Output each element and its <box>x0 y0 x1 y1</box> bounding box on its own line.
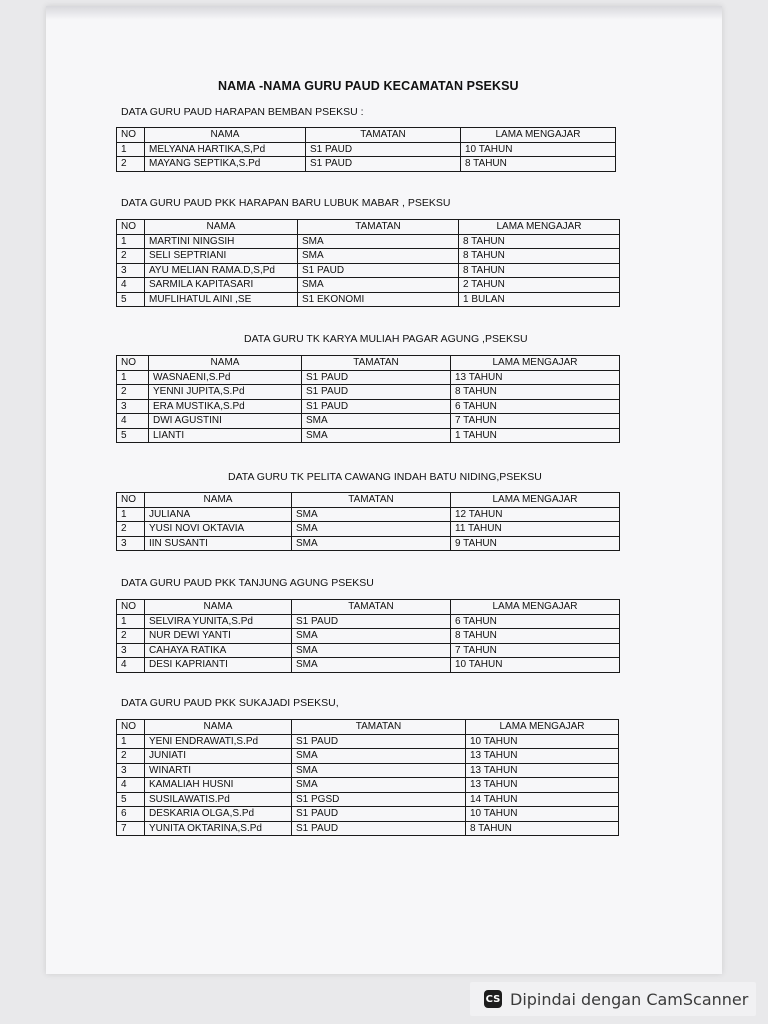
camscanner-watermark <box>470 982 756 1016</box>
cell-tamatan: SMA <box>298 249 459 264</box>
cell-nama: YENI ENDRAWATI,S.Pd <box>145 734 292 749</box>
cell-nama: NUR DEWI YANTI <box>145 629 292 644</box>
cell-lama-mengajar: 7 TAHUN <box>451 643 620 658</box>
header-nama: NAMA <box>145 220 298 235</box>
scan-shadow <box>46 6 722 20</box>
cell-no: 6 <box>117 807 145 822</box>
table-row <box>117 658 620 673</box>
header-no: NO <box>117 356 149 371</box>
teacher-table <box>116 219 620 307</box>
cell-no: 4 <box>117 278 145 293</box>
header-tamatan: TAMATAN <box>292 600 451 615</box>
table-row <box>117 234 620 249</box>
cell-nama: YENNI JUPITA,S.Pd <box>149 385 302 400</box>
header-no: NO <box>117 720 145 735</box>
cell-no: 3 <box>117 399 149 414</box>
cell-tamatan: S1 PAUD <box>292 614 451 629</box>
cell-lama-mengajar: 8 TAHUN <box>461 157 616 172</box>
cell-tamatan: S1 PAUD <box>292 807 466 822</box>
cell-nama: JULIANA <box>145 507 292 522</box>
table-row <box>117 821 619 836</box>
cell-lama-mengajar: 6 TAHUN <box>451 614 620 629</box>
table-row <box>117 614 620 629</box>
cell-lama-mengajar: 14 TAHUN <box>466 792 619 807</box>
cell-tamatan: S1 PAUD <box>292 734 466 749</box>
table-header-row <box>117 720 619 735</box>
section-title: DATA GURU TK KARYA MULIAH PAGAR AGUNG ,PSEKSU <box>244 333 528 345</box>
cell-nama: JUNIATI <box>145 749 292 764</box>
table-header-row <box>117 493 620 508</box>
cell-no: 3 <box>117 643 145 658</box>
table-header-row <box>117 600 620 615</box>
cell-no: 3 <box>117 536 145 551</box>
cell-nama: IIN SUSANTI <box>145 536 292 551</box>
cell-lama-mengajar: 12 TAHUN <box>451 507 620 522</box>
cell-lama-mengajar: 8 TAHUN <box>451 385 620 400</box>
cell-tamatan: SMA <box>292 658 451 673</box>
header-nama: NAMA <box>145 493 292 508</box>
section-title: DATA GURU TK PELITA CAWANG INDAH BATU NIDING,PSEKSU <box>228 471 542 483</box>
cell-no: 1 <box>117 614 145 629</box>
table-row <box>117 763 619 778</box>
header-tamatan: TAMATAN <box>292 720 466 735</box>
header-lama-mengajar: LAMA MENGAJAR <box>466 720 619 735</box>
cell-tamatan: SMA <box>292 763 466 778</box>
teacher-table <box>116 599 620 673</box>
section-title: DATA GURU PAUD HARAPAN BEMBAN PSEKSU : <box>121 106 364 118</box>
teacher-table <box>116 355 620 443</box>
table-row <box>117 292 620 307</box>
table-row <box>117 370 620 385</box>
teacher-table <box>116 492 620 551</box>
cell-no: 5 <box>117 292 145 307</box>
cell-tamatan: SMA <box>292 643 451 658</box>
table-row <box>117 399 620 414</box>
cell-no: 2 <box>117 385 149 400</box>
table-header-row <box>117 356 620 371</box>
cell-tamatan: S1 PAUD <box>302 399 451 414</box>
cell-tamatan: SMA <box>298 234 459 249</box>
teacher-table <box>116 127 616 172</box>
cell-nama: YUSI NOVI OKTAVIA <box>145 522 292 537</box>
cell-nama: MELYANA HARTIKA,S,Pd <box>145 142 306 157</box>
table-row <box>117 522 620 537</box>
table-row <box>117 263 620 278</box>
cell-lama-mengajar: 11 TAHUN <box>451 522 620 537</box>
cell-no: 7 <box>117 821 145 836</box>
cell-nama: SARMILA KAPITASARI <box>145 278 298 293</box>
cell-lama-mengajar: 1 BULAN <box>459 292 620 307</box>
cell-tamatan: S1 PAUD <box>306 157 461 172</box>
header-tamatan: TAMATAN <box>298 220 459 235</box>
table-row <box>117 142 616 157</box>
cell-no: 5 <box>117 428 149 443</box>
cell-tamatan: S1 PAUD <box>302 385 451 400</box>
cell-lama-mengajar: 10 TAHUN <box>451 658 620 673</box>
header-no: NO <box>117 220 145 235</box>
watermark-text: Dipindai dengan CamScanner <box>510 989 749 1009</box>
cell-lama-mengajar: 13 TAHUN <box>466 749 619 764</box>
cell-tamatan: SMA <box>292 629 451 644</box>
cell-lama-mengajar: 13 TAHUN <box>466 763 619 778</box>
table-header-row <box>117 128 616 143</box>
cell-tamatan: S1 PGSD <box>292 792 466 807</box>
cell-no: 4 <box>117 414 149 429</box>
cell-no: 1 <box>117 734 145 749</box>
table-row <box>117 507 620 522</box>
cell-lama-mengajar: 8 TAHUN <box>459 249 620 264</box>
section-title: DATA GURU PAUD PKK TANJUNG AGUNG PSEKSU <box>121 577 374 589</box>
cell-no: 5 <box>117 792 145 807</box>
cell-no: 1 <box>117 507 145 522</box>
table-row <box>117 385 620 400</box>
cell-no: 4 <box>117 778 145 793</box>
cell-nama: SUSILAWATIS.Pd <box>145 792 292 807</box>
cell-tamatan: SMA <box>302 414 451 429</box>
cell-lama-mengajar: 6 TAHUN <box>451 399 620 414</box>
cell-lama-mengajar: 7 TAHUN <box>451 414 620 429</box>
cell-nama: ERA MUSTIKA,S.Pd <box>149 399 302 414</box>
section-title: DATA GURU PAUD PKK HARAPAN BARU LUBUK MABAR , PSEKSU <box>121 197 451 209</box>
cell-no: 2 <box>117 157 145 172</box>
cell-no: 1 <box>117 234 145 249</box>
cell-no: 2 <box>117 749 145 764</box>
cell-no: 1 <box>117 370 149 385</box>
cell-tamatan: S1 PAUD <box>298 263 459 278</box>
cell-nama: MAYANG SEPTIKA,S.Pd <box>145 157 306 172</box>
cell-no: 4 <box>117 658 145 673</box>
cell-nama: SELVIRA YUNITA,S.Pd <box>145 614 292 629</box>
cell-nama: CAHAYA RATIKA <box>145 643 292 658</box>
cell-lama-mengajar: 10 TAHUN <box>466 807 619 822</box>
cell-tamatan: SMA <box>292 778 466 793</box>
cell-nama: YUNITA OKTARINA,S.Pd <box>145 821 292 836</box>
cell-no: 1 <box>117 142 145 157</box>
table-row <box>117 807 619 822</box>
cell-no: 3 <box>117 763 145 778</box>
cell-no: 2 <box>117 522 145 537</box>
cell-lama-mengajar: 9 TAHUN <box>451 536 620 551</box>
cell-nama: MUFLIHATUL AINI ,SE <box>145 292 298 307</box>
header-tamatan: TAMATAN <box>302 356 451 371</box>
cell-nama: LIANTI <box>149 428 302 443</box>
cell-nama: MARTINI NINGSIH <box>145 234 298 249</box>
cell-nama: DESKARIA OLGA,S.Pd <box>145 807 292 822</box>
cell-tamatan: S1 PAUD <box>292 821 466 836</box>
table-row <box>117 643 620 658</box>
cell-lama-mengajar: 8 TAHUN <box>466 821 619 836</box>
section-title: DATA GURU PAUD PKK SUKAJADI PSEKSU, <box>121 697 339 709</box>
cell-tamatan: S1 EKONOMI <box>298 292 459 307</box>
header-lama-mengajar: LAMA MENGAJAR <box>459 220 620 235</box>
cell-nama: WASNAENI,S.Pd <box>149 370 302 385</box>
table-row <box>117 778 619 793</box>
header-lama-mengajar: LAMA MENGAJAR <box>451 600 620 615</box>
header-lama-mengajar: LAMA MENGAJAR <box>451 493 620 508</box>
cell-lama-mengajar: 13 TAHUN <box>466 778 619 793</box>
table-row <box>117 749 619 764</box>
cell-nama: WINARTI <box>145 763 292 778</box>
camscanner-logo-icon: CS <box>484 990 502 1008</box>
header-nama: NAMA <box>145 720 292 735</box>
cell-no: 3 <box>117 263 145 278</box>
cell-tamatan: SMA <box>298 278 459 293</box>
cell-tamatan: S1 PAUD <box>306 142 461 157</box>
teacher-table <box>116 719 619 836</box>
cell-no: 2 <box>117 629 145 644</box>
header-lama-mengajar: LAMA MENGAJAR <box>451 356 620 371</box>
cell-lama-mengajar: 1 TAHUN <box>451 428 620 443</box>
cell-nama: SELI SEPTRIANI <box>145 249 298 264</box>
table-row <box>117 536 620 551</box>
table-row <box>117 629 620 644</box>
table-header-row <box>117 220 620 235</box>
document-title: NAMA -NAMA GURU PAUD KECAMATAN PSEKSU <box>218 79 519 93</box>
cell-no: 2 <box>117 249 145 264</box>
header-lama-mengajar: LAMA MENGAJAR <box>461 128 616 143</box>
header-nama: NAMA <box>145 128 306 143</box>
cell-nama: DESI KAPRIANTI <box>145 658 292 673</box>
table-row <box>117 414 620 429</box>
header-tamatan: TAMATAN <box>306 128 461 143</box>
table-row <box>117 157 616 172</box>
table-row <box>117 278 620 293</box>
table-row <box>117 734 619 749</box>
cell-lama-mengajar: 10 TAHUN <box>466 734 619 749</box>
cell-nama: DWI AGUSTINI <box>149 414 302 429</box>
cell-tamatan: SMA <box>292 507 451 522</box>
cell-lama-mengajar: 8 TAHUN <box>459 263 620 278</box>
cell-lama-mengajar: 10 TAHUN <box>461 142 616 157</box>
cell-nama: KAMALIAH HUSNI <box>145 778 292 793</box>
cell-nama: AYU MELIAN RAMA.D,S,Pd <box>145 263 298 278</box>
cell-lama-mengajar: 8 TAHUN <box>459 234 620 249</box>
cell-lama-mengajar: 13 TAHUN <box>451 370 620 385</box>
table-row <box>117 428 620 443</box>
cell-tamatan: SMA <box>292 749 466 764</box>
table-row <box>117 249 620 264</box>
cell-lama-mengajar: 2 TAHUN <box>459 278 620 293</box>
table-row <box>117 792 619 807</box>
cell-lama-mengajar: 8 TAHUN <box>451 629 620 644</box>
header-no: NO <box>117 128 145 143</box>
cell-tamatan: SMA <box>292 536 451 551</box>
header-no: NO <box>117 600 145 615</box>
cell-tamatan: SMA <box>302 428 451 443</box>
header-tamatan: TAMATAN <box>292 493 451 508</box>
cell-tamatan: S1 PAUD <box>302 370 451 385</box>
header-nama: NAMA <box>145 600 292 615</box>
cell-tamatan: SMA <box>292 522 451 537</box>
header-nama: NAMA <box>149 356 302 371</box>
header-no: NO <box>117 493 145 508</box>
